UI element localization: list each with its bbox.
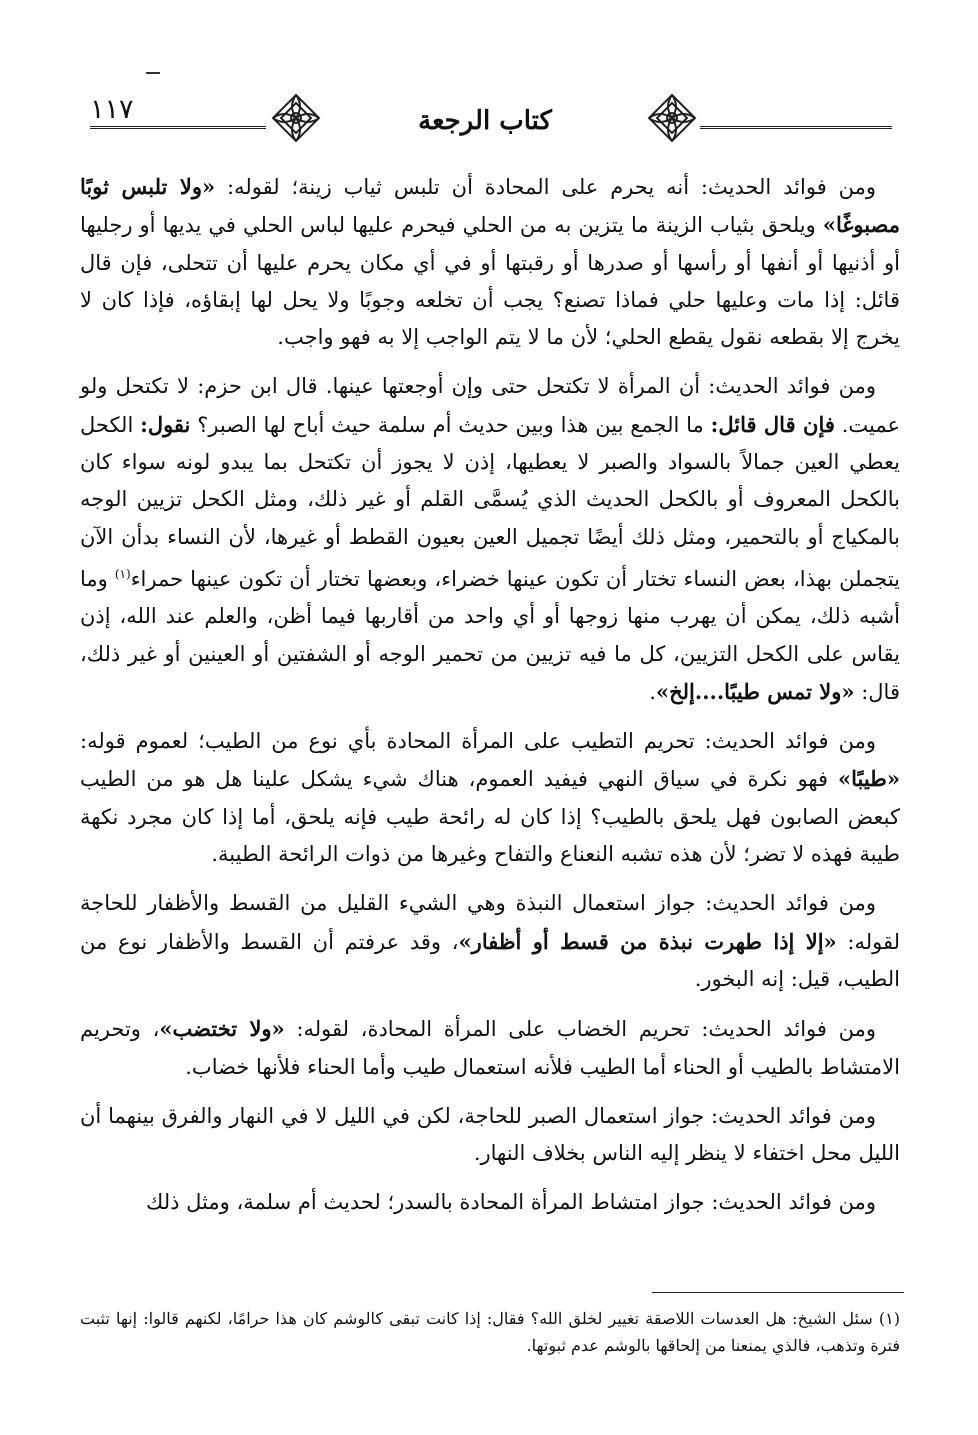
paragraph-text: ومن فوائد الحديث: جواز استعمال النبذة وهي الشيء القليل من القسط والأظفار للحاجة لقوله: (80, 891, 901, 954)
header-rule-left (90, 126, 266, 129)
paragraph-text: . (649, 679, 656, 704)
paragraph-text: وما أشبه ذلك، يمكن أن يهرب منها زوجها أو أي واحد من أقاربها فيما أظن، والعلم عند الله، إذن يقاس على الكحل التزيين، كل ما فيه تزيين من تحمير الوجه أو الشفتين أو العينين أو غير ذلك، قال: (80, 566, 900, 704)
page-header (80, 88, 900, 158)
paragraph-text: ، وقد عرفتم أن القسط والأظفار نوع من الطيب، قيل: إنه البخور. (80, 929, 900, 991)
paragraph-text: ما الجمع بين هذا وبين حديث أم سلمة حيث أباح لها الصبر؟ (190, 412, 711, 437)
quoted-text: «إلا إذا طهرت نبذة من قسط أو أظفار» (458, 928, 837, 954)
quoted-text: «ولا تختضب» (159, 1016, 285, 1042)
quoted-text: «ولا تمس طيبًا....إلخ» (655, 678, 855, 704)
paragraph (80, 1098, 900, 1173)
paragraph-text: الكحل يعطي العين جمالاً بالسواد والصبر لا يعطيها، إذن لا يجوز أن تكتحل بما يبدو لونه سواء كان بالكحل المعروف أو بالكحل الحديث الذي يُسمَّى القلم أو غير ذلك، ومثل الكحل تزيين الوجه بالمكياج أو بالتحمير، ومثل ذلك أيضًا تجميل العين بعيون القطط أو غيرها، لأن النساء بدأن الآن يتجملن بهذا، بعض النساء تختار أن تكون عينها خضراء، وبعضها تختار أن تكون عينها حمراء (80, 412, 900, 591)
chapter-title: كتاب الرجعة (418, 106, 552, 136)
paragraph (80, 885, 900, 998)
quoted-text: «طيبًا» (837, 766, 900, 792)
footnote-separator (652, 1292, 904, 1293)
paragraph-text: ومن فوائد الحديث: جواز امتشاط المرأة المحادة بالسدر؛ لحديث أم سلمة، ومثل ذلك (146, 1190, 876, 1215)
paragraph (80, 1010, 900, 1086)
footnote: (١) سئل الشيخ: هل العدسات اللاصقة تغيير لخلق الله؟ فقال: إذا كانت تبقى كالوشم كان هذا حرامًا، لكنهم قالوا: إنها تثبت فترة وتذهب، فالذي يمنعنا من إلحاقها بالوشم عدم ثبوتها. (80, 1309, 900, 1355)
paragraph-text: ومن فوائد الحديث: تحريم التطيب على المرأة المحادة بأي نوع من الطيب؛ لعموم قوله: (80, 729, 876, 754)
quoted-text: فإن قال قائل: (710, 411, 835, 437)
paragraph-text: ومن فوائد الحديث: جواز استعمال الصبر للحاجة، لكن في الليل لا في النهار والفرق بينهما أن الليل محل اختفاء لا ينظر إليه الناس بخلاف النهار. (80, 1103, 900, 1166)
paragraph (80, 1184, 900, 1221)
quoted-text: نقول: (140, 411, 191, 437)
quoted-text: «ولا تلبس ثوبًا مصبوغًا» (80, 174, 900, 238)
paragraph-text: ويلحق بثياب الزينة ما يتزين به من الحلي فيحرم عليها لباس الحلي في يديها أو رجليها أو أذنيها أو أنفها أو رأسها أو صدرها أو رقبتها أو في أي مكان يحرم عليها أن تتحلى، فإن قال قائل: إذا مات وعليها حلي فماذا تصنع؟ يجب أن تخلعه وجوبًا ولا يحل لها إبقاؤه، فإذا كان لا يخرج إلا بقطعه نقول يقطع الحلي؛ لأن ما لا يتم الواجب إلا به فهو واجب. (80, 213, 900, 350)
paragraph (80, 168, 900, 356)
paragraph-text: ، وتحريم الامتشاط بالطيب أو الحناء أما الطيب فلأنه استعمال طيب وأما الحناء فلأنها خضاب. (80, 1017, 900, 1079)
paragraph-text: ومن فوائد الحديث: أن المرأة لا تكتحل حتى وإن أوجعتها عينها. قال ابن حزم: لا تكتحل ولو عميت. (80, 374, 900, 437)
body-text (80, 168, 900, 1234)
header-rule-right (700, 126, 892, 129)
paragraph-text: فهو نكرة في سياق النهي فيفيد العموم، هناك شيء يشكل علينا هل هو من الطيب كبعض الصابون فهل يلحق بالطيب؟ إذا كان له رائحة طيب فإنه يلحق، أما إذا كان مجرد نكهة طيبة فهذه لا تضر؛ لأن هذه تشبه النعناع والتفاح وغيرها من ذوات الرائحة الطيبة. (80, 767, 900, 867)
ornament-left-icon (270, 92, 322, 144)
paragraph-text: ومن فوائد الحديث: أنه يحرم على المحادة أن تلبس ثياب زينة؛ لقوله: (215, 175, 876, 199)
page-number: ١١٧ (90, 94, 134, 125)
paragraph (80, 723, 900, 873)
ornament-right-icon (646, 92, 698, 144)
paragraph (80, 368, 900, 711)
footnote-reference: (١) (114, 566, 131, 581)
stray-mark (146, 72, 160, 74)
paragraph-text: ومن فوائد الحديث: تحريم الخضاب على المرأة المحادة، لقوله: (284, 1017, 877, 1042)
